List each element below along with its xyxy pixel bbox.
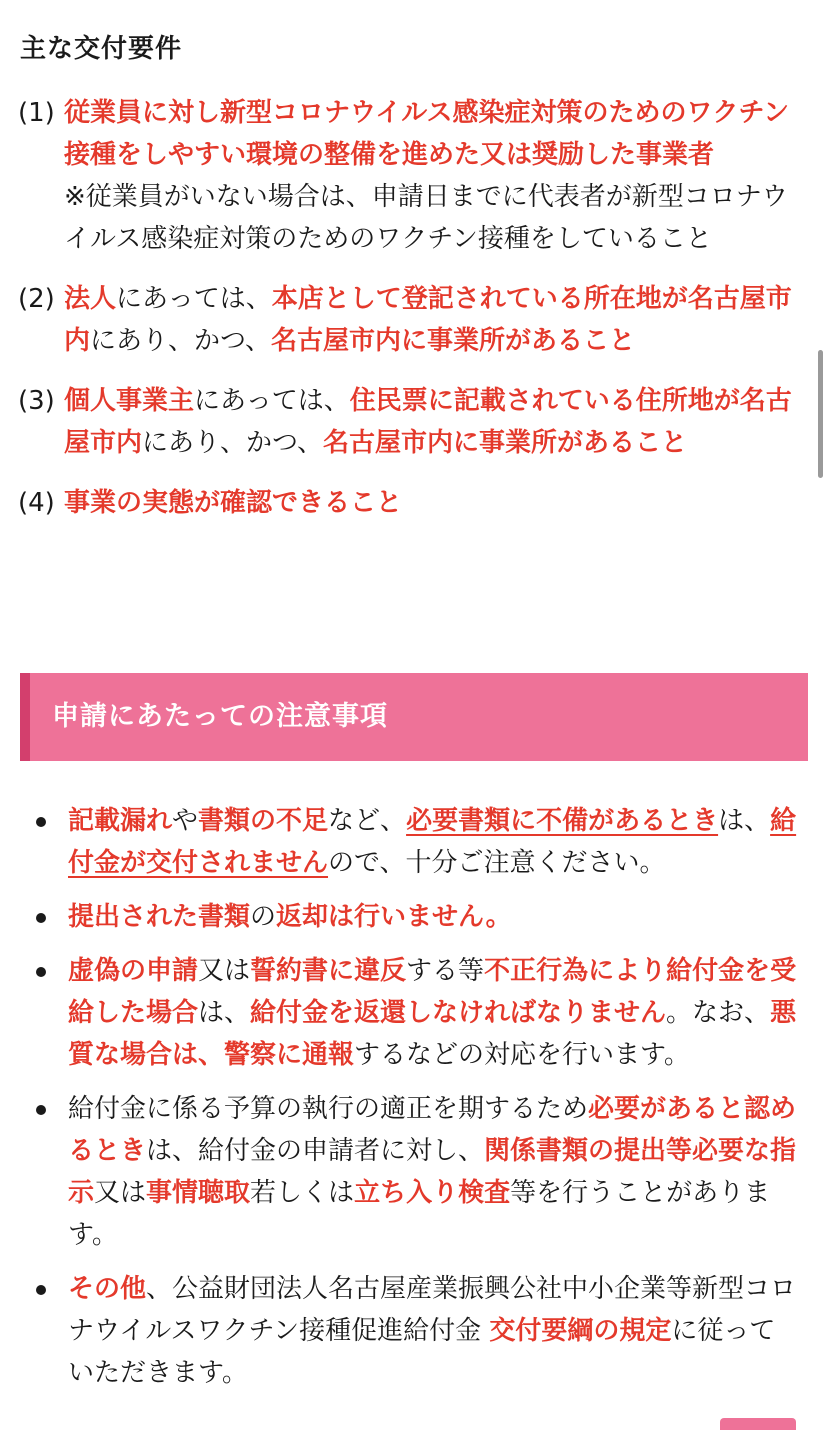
- notice-text-part: 等を行うことがあります。: [68, 1178, 771, 1250]
- bullet-icon: [36, 1285, 46, 1295]
- notice-text-part: 悪質な場合は、警察に通報: [68, 998, 797, 1070]
- notice-text-part: ので、十分ご注意ください。: [328, 848, 666, 878]
- banner-title: 申請にあたっての注意事項: [52, 701, 388, 732]
- requirement-text-part: にあっては、: [194, 386, 350, 416]
- requirement-text-part: 住民票に記載されている住所地が名古屋市内: [64, 386, 792, 458]
- requirement-text: [64, 92, 808, 260]
- list-item: [30, 950, 800, 1076]
- notice-text-part: 給付金に係る予算の執行の適正を期するため: [68, 1094, 589, 1124]
- notice-text-part: の: [250, 902, 277, 932]
- notice-text-part: 誓約書に違反: [250, 956, 407, 986]
- notice-text-part: 必要書類に不備があるとき: [406, 806, 719, 836]
- notice-text-part: は、: [198, 998, 251, 1028]
- notice-text-part: 給付金を返還しなければなりません: [250, 998, 667, 1028]
- requirement-text-part: にあっては、: [116, 284, 272, 314]
- requirement-text-part: 事業の実態が確認できること: [64, 488, 403, 518]
- notice-text-part: は、給付金の申請者に対し、: [146, 1136, 485, 1166]
- list-item: [30, 1088, 800, 1256]
- requirement-text: [64, 482, 808, 524]
- requirement-number: (3): [18, 386, 55, 416]
- requirement-item: [18, 380, 808, 464]
- notice-list: [30, 800, 800, 1406]
- page-top-button[interactable]: [720, 1418, 796, 1430]
- requirement-text-part: にあり、かつ、: [90, 326, 271, 356]
- notice-text-part: 。なお、: [666, 998, 771, 1028]
- bullet-icon: [36, 913, 46, 923]
- notice-text-part: 事情聴取: [146, 1178, 251, 1208]
- notice-text-part: その他: [68, 1274, 147, 1304]
- requirement-number: (1): [18, 98, 55, 128]
- list-item: [30, 896, 800, 938]
- notice-text-part: 給付金が交付されません: [68, 806, 797, 878]
- notice-text-part: 交付要綱の規定: [489, 1316, 672, 1346]
- requirement-text-part: 法人: [64, 284, 117, 314]
- notice-text-part: 又は: [94, 1178, 147, 1208]
- notice-text-part: 提出された書類: [68, 902, 251, 932]
- notice-text-part: 不正行為により給付金を受給した場合: [68, 956, 797, 1028]
- notice-text-part: 、公益財団法人名古屋産業振興公社中小企業等新型コロナウイルスワクチン接種促進給付金: [68, 1274, 797, 1346]
- notice-text-part: など、: [328, 806, 407, 836]
- requirement-item: [18, 278, 808, 362]
- requirement-text-part: 個人事業主: [64, 386, 195, 416]
- list-item: [30, 800, 800, 884]
- notice-text-part: 返却は行いません。: [276, 902, 512, 932]
- notice-text-part: 又は: [198, 956, 251, 986]
- requirement-number: (4): [18, 488, 55, 518]
- notice-text-part: 立ち入り検査: [354, 1178, 511, 1208]
- bullet-icon: [36, 817, 46, 827]
- notice-text-part: 書類の不足: [198, 806, 329, 836]
- scrollbar[interactable]: [818, 350, 823, 478]
- requirement-text-part: 名古屋市内に事業所があること: [322, 428, 687, 458]
- requirement-number: (2): [18, 284, 55, 314]
- notice-banner: [20, 673, 808, 761]
- requirement-text-part: 従業員に対し新型コロナウイルス感染症対策のためのワクチン接種をしやすい環境の整備を進めた又は奨励した事業者: [64, 98, 790, 170]
- notice-text-part: 若しくは: [250, 1178, 355, 1208]
- requirement-text-part: 本店として登記されている所在地が名古屋市内: [64, 284, 792, 356]
- bullet-icon: [36, 967, 46, 977]
- notice-text-part: に従っていただきます。: [68, 1316, 776, 1388]
- requirement-text-part: 名古屋市内に事業所があること: [270, 326, 635, 356]
- notice-text-part: 記載漏れ: [68, 806, 173, 836]
- requirement-text-part: にあり、かつ、: [142, 428, 323, 458]
- requirement-text: [64, 278, 808, 362]
- requirement-item: [18, 92, 808, 260]
- notice-text-part: 関係書類の提出等必要な指示: [68, 1136, 797, 1208]
- notice-text-part: 必要があると認めるとき: [68, 1094, 797, 1166]
- notice-text-part: するなどの対応を行います。: [354, 1040, 690, 1070]
- requirement-text: [64, 380, 808, 464]
- notice-text-part: や: [172, 806, 199, 836]
- notice-text-part: 虚偽の申請: [68, 956, 199, 986]
- requirement-item: [18, 482, 808, 524]
- requirement-note: ※従業員がいない場合は、申請日までに代表者が新型コロナウイルス感染症対策のためのワクチン接種をしていること: [64, 182, 788, 254]
- list-item: [30, 1268, 800, 1394]
- section-heading: 主な交付要件: [20, 34, 183, 64]
- notice-text-part: は、: [718, 806, 771, 836]
- bullet-icon: [36, 1105, 46, 1115]
- requirements-list: [18, 92, 808, 542]
- notice-text-part: する等: [406, 956, 485, 986]
